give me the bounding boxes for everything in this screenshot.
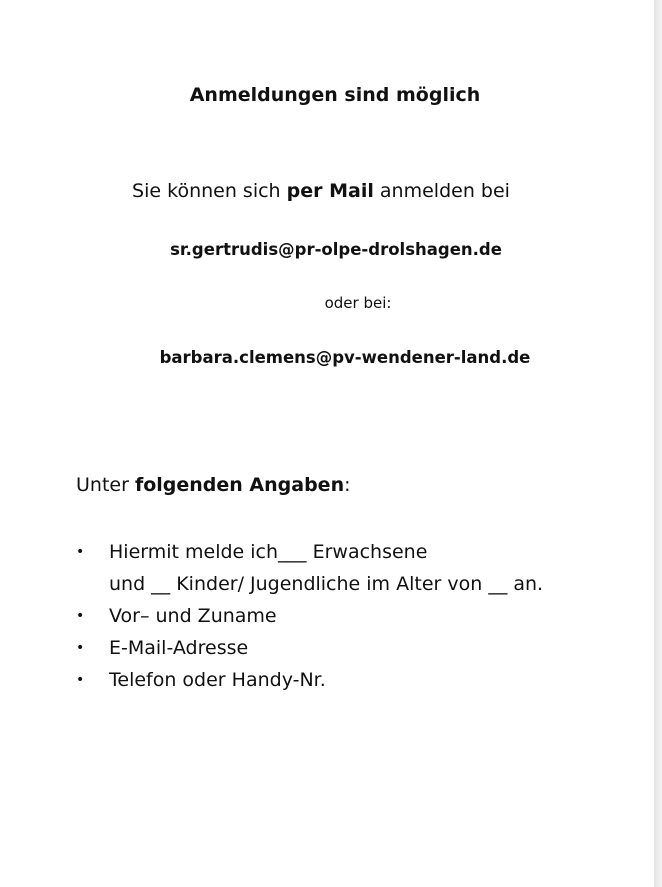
list-item-text-continued: und __ Kinder/ Jugendliche im Alter von __ an. — [109, 573, 544, 595]
list-item-text: Hiermit melde ich___ Erwachsene — [109, 541, 428, 563]
list-item-registration — [76, 536, 543, 600]
intro-text — [0, 180, 642, 202]
bullet-icon: • — [76, 544, 85, 560]
bullet-icon: • — [76, 608, 85, 624]
section-heading-bold: folgenden Angaben — [134, 474, 345, 496]
list-item-email — [76, 632, 543, 664]
bullet-icon: • — [76, 640, 85, 656]
section-heading-end: : — [344, 474, 351, 496]
list-item-phone — [76, 664, 543, 696]
intro-text-bold: per Mail — [286, 180, 374, 202]
list-item-name — [76, 600, 543, 632]
page-title: Anmeldungen sind möglich — [189, 84, 481, 106]
intro-text-end: anmelden bei — [373, 180, 510, 202]
email-address-2: barbara.clemens@pv-wendener-land.de — [159, 348, 531, 367]
or-text: oder bei: — [324, 294, 392, 312]
list-item-text: E-Mail-Adresse — [109, 637, 249, 659]
page-edge-scrollbar — [654, 0, 662, 887]
section-heading — [76, 474, 351, 496]
bullet-list — [76, 536, 543, 696]
list-item-text: Telefon oder Handy-Nr. — [109, 669, 326, 691]
intro-text-start: Sie können sich — [132, 180, 287, 202]
bullet-icon: • — [76, 672, 85, 688]
email-address-1: sr.gertrudis@pr-olpe-drolshagen.de — [170, 240, 502, 259]
list-item-text: Vor– und Zuname — [109, 605, 277, 627]
section-heading-start: Unter — [76, 474, 135, 496]
